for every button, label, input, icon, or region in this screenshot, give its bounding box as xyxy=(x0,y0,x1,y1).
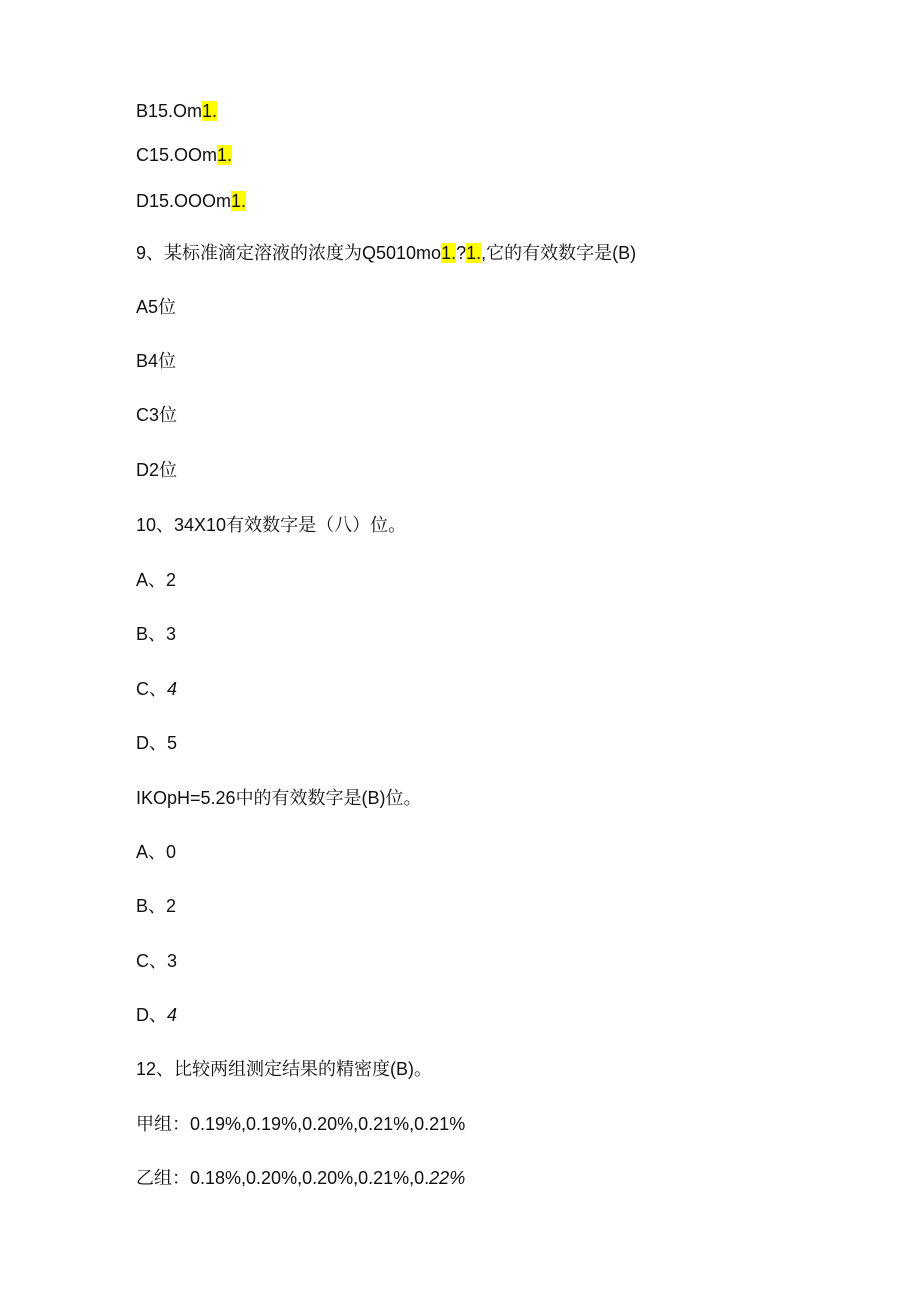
question-12: 12、比较两组测定结果的精密度(B)。 xyxy=(136,1059,433,1079)
q10-option-b: B、3 xyxy=(136,624,177,644)
q10-option-c xyxy=(136,677,177,701)
q11-option-a: A、0 xyxy=(136,842,177,862)
q11-option-c: C、3 xyxy=(136,951,178,971)
question-10: 10、34X10有效数字是（八）位。 xyxy=(136,515,407,535)
option-value: 4 xyxy=(167,1005,178,1025)
q9-option-d: D2位 xyxy=(136,460,178,480)
option-text: C15.OOm xyxy=(136,145,218,165)
option-text: D15.OOOm xyxy=(136,191,232,211)
q9-option-c: C3位 xyxy=(136,405,178,425)
q11-option-b: B、2 xyxy=(136,896,177,916)
highlighted-text: 1. xyxy=(441,243,457,263)
highlighted-text: 1. xyxy=(231,191,247,211)
q11-option-d xyxy=(136,1003,177,1027)
question-11: IKOpH=5.26中的有效数字是(B)位。 xyxy=(136,788,422,808)
results-text: 乙组：0.18%,0.20%,0.20%,0.21%,0. xyxy=(136,1168,430,1188)
q9-option-b: B4位 xyxy=(136,351,177,371)
results-value: 22% xyxy=(429,1168,466,1188)
option-text: B15.Om xyxy=(136,101,203,121)
group-b-results xyxy=(136,1166,465,1190)
group-a-results: 甲组：0.19%,0.19%,0.20%,0.21%,0.21% xyxy=(136,1114,466,1134)
option-text: C、 xyxy=(136,679,167,699)
question-text: ,它的有效数字是(B) xyxy=(481,243,637,263)
highlighted-text: 1. xyxy=(466,243,482,263)
question-9 xyxy=(136,241,636,265)
q10-option-d: D、5 xyxy=(136,733,178,753)
option-c-volume xyxy=(136,143,232,167)
q10-option-a: A、2 xyxy=(136,570,177,590)
option-d-volume xyxy=(136,189,246,213)
highlighted-text: 1. xyxy=(202,101,218,121)
option-value: 4 xyxy=(167,679,178,699)
option-text: D、 xyxy=(136,1005,167,1025)
question-text: 9、某标准滴定溶液的浓度为Q5010mo xyxy=(136,243,442,263)
question-text: ? xyxy=(456,243,467,263)
highlighted-text: 1. xyxy=(217,145,233,165)
q9-option-a: A5位 xyxy=(136,297,177,317)
option-b-volume xyxy=(136,99,217,123)
